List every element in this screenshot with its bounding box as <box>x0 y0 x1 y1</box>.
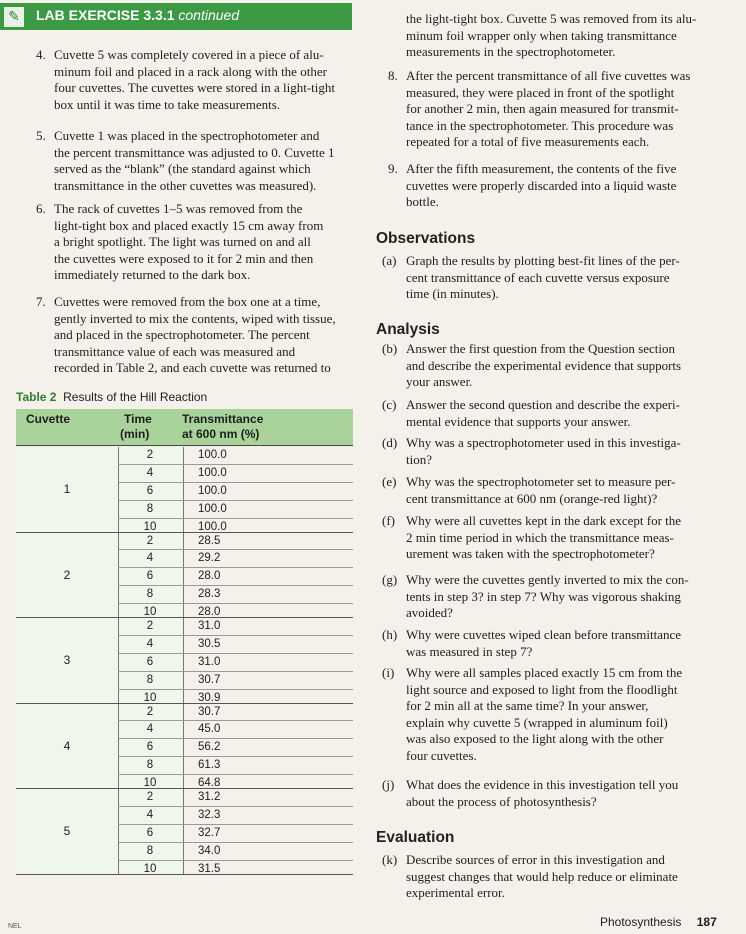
text-line: Why were the cuvettes gently inverted to mix the con- <box>406 572 689 587</box>
text-line: measurements in the spectrophotometer. <box>406 44 616 59</box>
step-line: light-tight box and placed exactly 15 cm away from <box>54 217 324 233</box>
cuvette-cell: 2 <box>16 533 118 618</box>
text-line: light source and exposed to light from the floodlight <box>406 681 678 697</box>
banner-title <box>36 7 239 23</box>
time-value: 6 <box>146 826 154 839</box>
transmittance-value: 30.9 <box>198 691 221 704</box>
step-line: immediately returned to the dark box. <box>54 267 251 282</box>
measurement-rows <box>118 704 353 792</box>
cuvette-group <box>16 618 353 704</box>
banner-title-text: LAB EXERCISE 3.3.1 <box>36 7 175 23</box>
step-line: served as the “blank” (the standard against which <box>54 161 311 176</box>
cuvette-group <box>16 533 353 619</box>
col-header-transmittance: Transmittance <box>182 412 264 426</box>
procedure-step <box>388 68 724 151</box>
table-row <box>118 549 353 567</box>
step-line: transmittance value of each was measured and <box>54 343 296 359</box>
time-value: 10 <box>143 691 157 704</box>
table-row <box>118 860 353 878</box>
question-item <box>382 627 724 660</box>
table-caption <box>16 390 207 404</box>
transmittance-value: 100.0 <box>198 466 227 479</box>
table-row <box>118 618 353 635</box>
text-line: about the process of photosynthesis? <box>406 793 597 809</box>
transmittance-value: 29.2 <box>198 552 221 565</box>
time-value: 10 <box>143 862 157 875</box>
step-number: 6. <box>36 201 46 216</box>
text-line: measured, they were placed in front of the spotlight <box>406 84 675 100</box>
table-row <box>118 671 353 689</box>
cuvette-group <box>16 447 353 533</box>
question-item <box>382 435 724 468</box>
procedure-step <box>406 11 724 61</box>
step-line: the cuvettes were exposed to it for 2 min and then <box>54 250 314 266</box>
table-row <box>118 464 353 482</box>
table-row <box>118 567 353 585</box>
text-line: Why was the spectrophotometer set to measure per- <box>406 474 676 489</box>
procedure-step <box>36 128 354 194</box>
time-value: 2 <box>146 705 154 718</box>
text-line: cent transmittance of each cuvette versus exposure <box>406 269 670 285</box>
procedure-step <box>36 47 354 113</box>
text-line: for 2 min all at the same time? In your answer, <box>406 698 649 713</box>
text-line: was also exposed to the light along with the other <box>406 731 664 746</box>
time-value: 4 <box>146 552 154 565</box>
text-line: suggest changes that would help reduce or eliminate <box>406 868 678 884</box>
text-line: tents in step 3? in step 7? Why was vigorous shaking <box>406 588 681 604</box>
text-line: cent transmittance at 600 nm (orange-red light)? <box>406 490 658 506</box>
table-body <box>16 447 353 875</box>
transmittance-value: 45.0 <box>198 723 221 736</box>
time-value: 8 <box>146 588 154 601</box>
transmittance-value: 100.0 <box>198 484 227 497</box>
table-row <box>118 756 353 774</box>
transmittance-value: 32.3 <box>198 808 221 821</box>
transmittance-value: 30.7 <box>198 705 221 718</box>
step-line: transmittance in the other cuvettes was measured). <box>54 177 317 193</box>
question-letter: (b) <box>382 341 398 356</box>
step-line: The rack of cuvettes 1–5 was removed from the <box>54 201 303 216</box>
table-caption-text: Results of the Hill Reaction <box>63 390 208 404</box>
question-letter: (e) <box>382 474 397 489</box>
time-value: 6 <box>146 570 154 583</box>
table-header <box>16 409 353 446</box>
page-footer <box>600 915 717 929</box>
col-header-transmittance-unit: at 600 nm (%) <box>182 427 260 441</box>
step-line: Cuvette 1 was placed in the spectrophotometer and <box>54 128 320 143</box>
time-value: 2 <box>146 791 154 803</box>
observations-heading: Observations <box>376 230 476 247</box>
text-line: four cuvettes. <box>406 747 477 763</box>
text-line: explain why cuvette 5 (wrapped in aluminum foil) <box>406 714 668 730</box>
step-line: four cuvettes. The cuvettes were stored in a light-tight <box>54 80 335 95</box>
text-line: After the percent transmittance of all five cuvettes was <box>406 68 691 83</box>
text-line: was measured in step 7? <box>406 643 533 659</box>
step-line: box until it was time to take measurements. <box>54 96 281 112</box>
cuvette-cell: 1 <box>16 447 118 532</box>
table-row <box>118 447 353 464</box>
cuvette-cell: 3 <box>16 618 118 703</box>
time-value: 6 <box>146 484 154 497</box>
evaluation-heading: Evaluation <box>376 829 455 846</box>
question-item <box>382 253 724 303</box>
time-value: 8 <box>146 673 154 686</box>
text-line: the light-tight box. Cuvette 5 was removed from its alu- <box>406 11 697 26</box>
step-line: minum foil and placed in a rack along with the other <box>54 63 327 79</box>
time-value: 8 <box>146 502 154 515</box>
transmittance-value: 34.0 <box>198 844 221 857</box>
text-line: minum foil wrapper only when taking transmittance <box>406 27 677 43</box>
question-letter: (c) <box>382 397 397 412</box>
transmittance-value: 28.5 <box>198 534 221 547</box>
text-line: cuvettes were properly discarded into a liquid waste <box>406 177 677 193</box>
table-caption-label: Table 2 <box>16 390 57 404</box>
time-value: 10 <box>143 606 157 619</box>
measurement-rows <box>118 533 353 621</box>
transmittance-value: 30.7 <box>198 673 221 686</box>
transmittance-value: 28.0 <box>198 570 221 583</box>
step-line: a bright spotlight. The light was turned on and all <box>54 234 311 249</box>
text-line: bottle. <box>406 194 439 209</box>
step-number: 5. <box>36 128 46 143</box>
question-item <box>382 513 724 563</box>
table-row <box>118 720 353 738</box>
lab-exercise-banner <box>0 3 352 30</box>
question-letter: (a) <box>382 253 397 268</box>
table-row <box>118 789 353 806</box>
table-row <box>118 500 353 518</box>
transmittance-value: 100.0 <box>198 502 227 515</box>
text-line: Why was a spectrophotometer used in this investiga- <box>406 435 681 450</box>
question-letter: (i) <box>382 665 395 680</box>
table-row <box>118 635 353 653</box>
table-row <box>118 482 353 500</box>
step-line: Cuvettes were removed from the box one at a time, <box>54 294 321 309</box>
transmittance-value: 56.2 <box>198 741 221 754</box>
table-row <box>118 842 353 860</box>
step-number: 9. <box>388 161 398 176</box>
text-line: Answer the second question and describe the experi- <box>406 397 680 412</box>
time-value: 10 <box>143 520 157 533</box>
time-value: 4 <box>146 808 154 821</box>
transmittance-value: 31.0 <box>198 655 221 668</box>
cuvette-group <box>16 704 353 790</box>
step-line: and placed in the spectrophotometer. The percent <box>54 327 310 342</box>
text-line: your answer. <box>406 374 473 389</box>
step-line: Cuvette 5 was completely covered in a piece of alu- <box>54 47 324 62</box>
step-number: 4. <box>36 47 46 62</box>
table-row <box>118 824 353 842</box>
time-value: 8 <box>146 759 154 772</box>
transmittance-value: 61.3 <box>198 759 221 772</box>
publisher-mark: NEL <box>8 923 22 930</box>
time-value: 4 <box>146 723 154 736</box>
time-value: 4 <box>146 637 154 650</box>
time-value: 10 <box>143 777 157 790</box>
measurement-rows <box>118 447 353 535</box>
cuvette-group <box>16 789 353 875</box>
question-letter: (f) <box>382 513 395 528</box>
text-line: Describe sources of error in this investigation and <box>406 852 665 867</box>
question-item <box>382 852 724 902</box>
text-line: mental evidence that supports your answer. <box>406 413 631 429</box>
table-row <box>118 585 353 603</box>
text-line: for another 2 min, then again measured for transmit- <box>406 101 679 116</box>
step-line: recorded in Table 2, and each cuvette was returned to <box>54 360 331 375</box>
time-value: 2 <box>146 449 154 461</box>
text-line: Graph the results by plotting best-fit lines of the per- <box>406 253 680 268</box>
cuvette-cell: 4 <box>16 704 118 789</box>
step-line: the percent transmittance was adjusted to 0. Cuvette 1 <box>54 144 335 160</box>
question-letter: (g) <box>382 572 398 587</box>
time-value: 6 <box>146 741 154 754</box>
text-line: Why were all cuvettes kept in the dark except for the <box>406 513 682 528</box>
procedure-step <box>36 294 354 377</box>
question-item <box>382 572 724 622</box>
text-line: repeated for a total of five measurements each. <box>406 134 650 149</box>
col-header-cuvette: Cuvette <box>26 412 71 426</box>
time-value: 4 <box>146 466 154 479</box>
text-line: 2 min time period in which the transmittance meas- <box>406 529 674 545</box>
col-header-time: Time <box>124 412 152 426</box>
transmittance-value: 32.7 <box>198 826 221 839</box>
time-value: 2 <box>146 534 154 547</box>
measurement-rows <box>118 618 353 706</box>
time-value: 2 <box>146 620 154 632</box>
page-number: 187 <box>696 915 717 929</box>
time-value: 6 <box>146 655 154 668</box>
text-line: After the fifth measurement, the contents of the five <box>406 161 677 176</box>
text-line: urement was taken with the spectrophotometer? <box>406 546 655 561</box>
table-row <box>118 704 353 721</box>
transmittance-value: 100.0 <box>198 449 227 461</box>
text-line: avoided? <box>406 605 453 620</box>
col-header-time-unit: (min) <box>120 427 150 441</box>
analysis-heading: Analysis <box>376 321 440 338</box>
transmittance-value: 31.5 <box>198 862 221 875</box>
transmittance-value: 31.0 <box>198 620 221 632</box>
transmittance-value: 28.0 <box>198 606 221 619</box>
step-line: gently inverted to mix the contents, wiped with tissue, <box>54 310 336 326</box>
measurement-rows <box>118 789 353 877</box>
transmittance-value: 64.8 <box>198 777 221 790</box>
question-item <box>382 777 724 810</box>
table-row <box>118 653 353 671</box>
text-line: tance in the spectrophotometer. This procedure was <box>406 117 674 133</box>
procedure-step <box>388 161 724 211</box>
procedure-step <box>36 201 354 284</box>
question-item <box>382 474 724 507</box>
text-line: Answer the first question from the Question section <box>406 341 675 356</box>
transmittance-value: 100.0 <box>198 520 227 533</box>
question-letter: (d) <box>382 435 398 450</box>
text-line: What does the evidence in this investigation tell you <box>406 777 679 792</box>
banner-subtitle: continued <box>178 7 240 23</box>
time-value: 8 <box>146 844 154 857</box>
table-row <box>118 533 353 550</box>
text-line: experimental error. <box>406 885 505 900</box>
step-number: 7. <box>36 294 46 309</box>
text-line: time (in minutes). <box>406 286 499 301</box>
question-letter: (j) <box>382 777 395 792</box>
transmittance-value: 28.3 <box>198 588 221 601</box>
question-item <box>382 665 724 764</box>
text-line: tion? <box>406 451 432 467</box>
text-line: Why were cuvettes wiped clean before transmittance <box>406 627 682 642</box>
transmittance-value: 31.2 <box>198 791 221 803</box>
cuvette-cell: 5 <box>16 789 118 874</box>
step-number: 8. <box>388 68 398 83</box>
text-line: Why were all samples placed exactly 15 cm from the <box>406 665 683 680</box>
question-item <box>382 397 724 430</box>
question-item <box>382 341 724 391</box>
pencil-icon: ✎ <box>4 7 24 27</box>
transmittance-value: 30.5 <box>198 637 221 650</box>
text-line: and describe the experimental evidence that supports <box>406 357 682 373</box>
question-letter: (k) <box>382 852 398 867</box>
question-letter: (h) <box>382 627 398 642</box>
table-row <box>118 738 353 756</box>
table-row <box>118 806 353 824</box>
section-name: Photosynthesis <box>600 915 682 929</box>
